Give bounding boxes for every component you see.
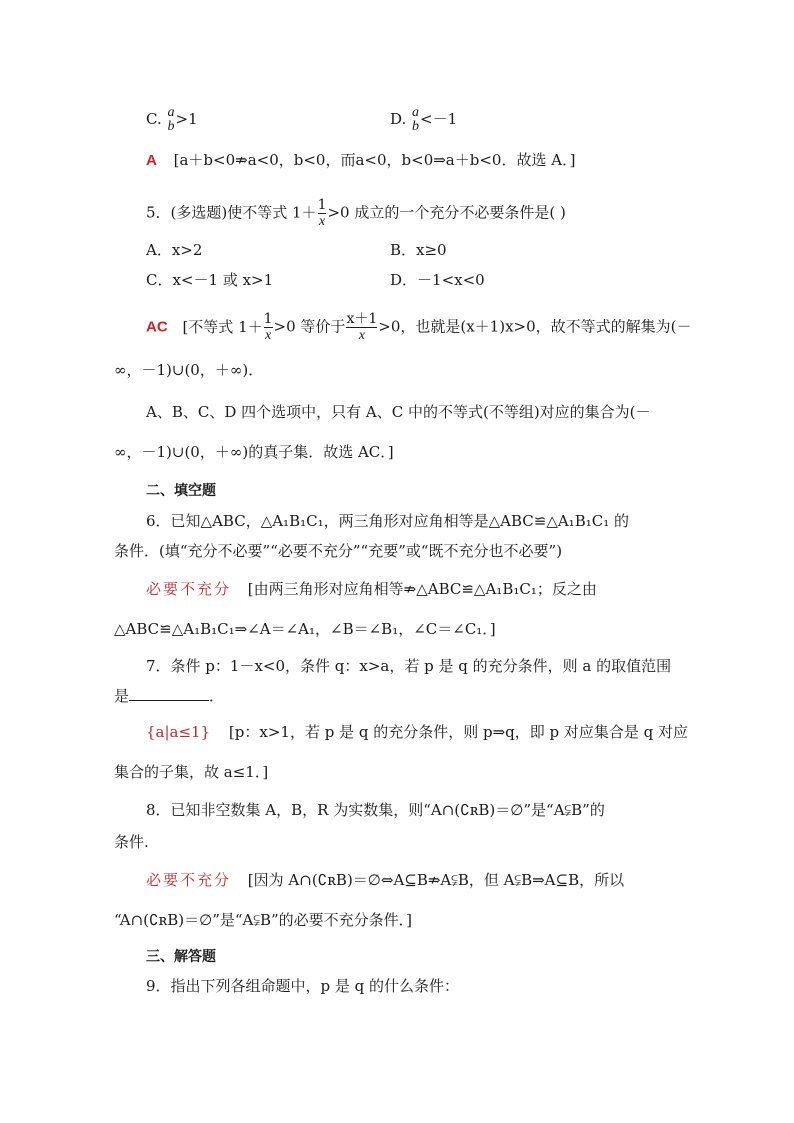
q8-line-2: 条件. <box>114 833 149 851</box>
q6-line-2: 条件．(填“充分不必要”“必要不充分”“充要”或“既不充分也不必要”) <box>114 542 563 560</box>
q6-answer: 必要不充分 [由两三角形对应角相等⇏△ABC≌△A₁B₁C₁；反之由 <box>146 580 597 598</box>
q6-answer-line-2: △ABC≌△A₁B₁C₁⇒∠A＝∠A₁，∠B＝∠B₁，∠C＝∠C₁．] <box>114 620 496 638</box>
q5-option-d: D．－1<x<0 <box>390 271 485 289</box>
q7-line-2: 是 ． <box>114 687 225 705</box>
q5-answer-fraction-1: $\frac{1}{x}$ <box>263 311 273 343</box>
q8-answer: 必要不充分 [因为 A∩(∁ʀB)＝∅⇔A⊆B⇏A⫋B，但 A⫋B⇒A⊆B，所以 <box>146 871 625 889</box>
q7-answer-blank <box>129 686 209 701</box>
q5-option-b: B．x≥0 <box>390 241 447 259</box>
q5-option-c: C．x<－1 或 x>1 <box>146 271 274 289</box>
q7-line-1: 7．条件 p：1－x<0，条件 q：x>a，若 p 是 q 的充分条件，则 a 的取值范围 <box>146 657 672 675</box>
section-title-fill-in: 二、填空题 <box>146 483 216 499</box>
q4-answer <box>146 150 575 171</box>
q5-answer-key: AC <box>146 318 168 336</box>
q4-option-c-fraction: a b <box>167 105 175 134</box>
q8-line-1: 8．已知非空数集 A，B，R 为实数集，则“A∩(∁ʀB)＝∅”是“A⫋B”的 <box>146 801 605 819</box>
q4-answer-key: A <box>146 152 157 169</box>
q9-line-1: 9．指出下列各组命题中，p 是 q 的什么条件： <box>146 977 460 995</box>
q5-option-a: A．x>2 <box>146 241 203 259</box>
q5-answer-line-3: A、B、C、D 四个选项中，只有 A、C 中的不等式(不等组)对应的集合为(－ <box>146 403 651 421</box>
q4-option-d-fraction: a b <box>412 105 420 134</box>
q6-line-1: 6．已知△ABC，△A₁B₁C₁，两三角形对应角相等是△ABC≌△A₁B₁C₁ 的 <box>146 512 629 530</box>
q7-answer-key: {a|a≤1} <box>146 723 211 741</box>
q8-answer-key: 必要不充分 <box>146 871 232 889</box>
q4-option-c: C. a b >1 <box>146 105 198 134</box>
q8-answer-line-2: “A∩(∁ʀB)＝∅”是“A⫋B”的必要不充分条件．] <box>114 911 413 929</box>
q5-answer-fraction-2: $\frac{x+1}{x}$ <box>346 311 378 343</box>
q6-answer-key: 必要不充分 <box>146 580 232 598</box>
q5-answer: AC [不等式 1＋ $\frac{1}{x}$ >0 等价于 $\frac{x+1}{x}$ >0，也就是(x＋1)x>0，故不等式的解集为(－ <box>146 311 692 343</box>
q5-answer-line-4: ∞，－1)∪(0，＋∞)的真子集．故选 AC．] <box>114 443 394 461</box>
q7-answer: {a|a≤1} [p：x>1，若 p 是 q 的充分条件，则 p⇒q，即 p 对应集合是 q 对应 <box>146 723 689 741</box>
q7-answer-line-2: 集合的子集，故 a≤1．] <box>114 763 269 781</box>
q4-option-d: D. a b <－1 <box>390 105 458 134</box>
q5-stem: 5．(多选题)使不等式 1＋ $\frac{1}{x}$ >0 成立的一个充分不必要条件是( ) <box>146 197 566 229</box>
section-title-solutions: 三、解答题 <box>146 949 216 965</box>
q4-answer-explanation: [a＋b<0⇏a<0，b<0，而a<0，b<0⇒a＋b<0．故选 A．] <box>173 151 576 169</box>
q5-stem-fraction: $\frac{1}{x}$ <box>317 197 327 229</box>
q5-answer-line-2: ∞，－1)∪(0，＋∞)． <box>114 361 264 379</box>
